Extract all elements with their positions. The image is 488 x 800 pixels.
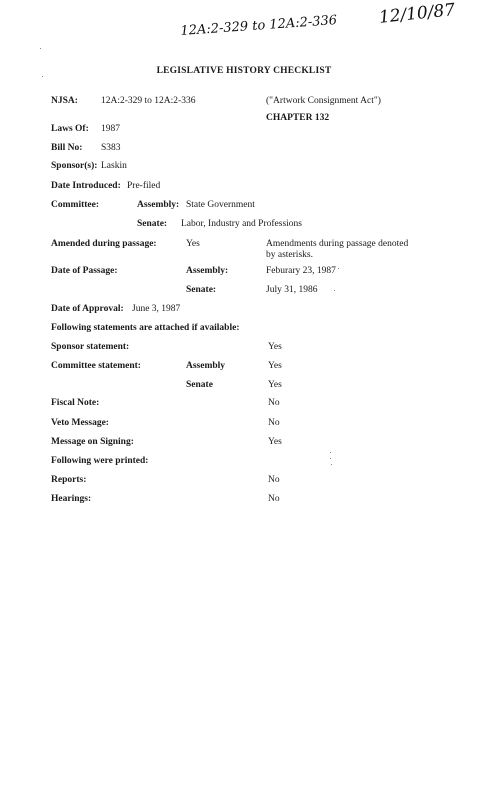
handwritten-date: 12/10/87 (378, 0, 457, 28)
sponsor-statement-label: Sponsor statement: (51, 342, 130, 352)
date-introduced-label: Date Introduced: (51, 181, 121, 191)
reports-value: No (268, 475, 280, 485)
passage-assembly-value: Feburary 23, 1987 (266, 266, 336, 276)
sponsor-statement-value: Yes (268, 342, 282, 352)
date-of-approval-label: Date of Approval: (51, 304, 124, 314)
amended-note-line2: by asterisks. (266, 250, 313, 260)
scan-speck (338, 268, 339, 269)
fiscal-note-value: No (268, 398, 280, 408)
chapter: CHAPTER 132 (266, 113, 330, 123)
scan-speck (330, 452, 331, 453)
scan-speck (42, 76, 43, 77)
committee-statement-assembly-value: Yes (268, 361, 282, 371)
page-title: LEGISLATIVE HISTORY CHECKLIST (156, 66, 332, 76)
scan-speck (40, 48, 41, 49)
sponsors-value: Laskin (101, 161, 127, 171)
printed-heading: Following were printed: (51, 456, 149, 466)
date-introduced-value: Pre-filed (127, 181, 161, 191)
committee-senate-value: Labor, Industry and Professions (181, 219, 302, 229)
committee-assembly-label: Assembly: (137, 200, 180, 210)
hearings-label: Hearings: (51, 494, 92, 504)
njsa-label: NJSA: (51, 96, 78, 106)
scan-speck (330, 458, 331, 459)
scan-speck (331, 464, 332, 465)
date-of-approval-value: June 3, 1987 (132, 304, 181, 314)
attached-statements-heading: Following statements are attached if available: (51, 323, 240, 333)
fiscal-note-label: Fiscal Note: (51, 398, 100, 408)
committee-statement-senate-value: Yes (268, 380, 282, 390)
njsa-value: 12A:2-329 to 12A:2-336 (101, 96, 196, 106)
amended-label: Amended during passage: (51, 239, 157, 249)
date-of-passage-label: Date of Passage: (51, 266, 118, 276)
sponsors-label: Sponsor(s): (51, 161, 98, 171)
reports-label: Reports: (51, 475, 87, 485)
amended-value: Yes (186, 239, 200, 249)
act-name: ("Artwork Consignment Act") (266, 96, 381, 106)
passage-senate-label: Senate: (186, 285, 217, 295)
message-on-signing-label: Message on Signing: (51, 437, 134, 447)
passage-assembly-label: Assembly: (186, 266, 229, 276)
message-on-signing-value: Yes (268, 437, 282, 447)
committee-statement-assembly-label: Assembly (186, 361, 226, 371)
laws-of-label: Laws Of: (51, 124, 89, 134)
bill-no-value: S383 (101, 143, 121, 153)
committee-statement-label: Committee statement: (51, 361, 141, 371)
veto-message-value: No (268, 418, 280, 428)
committee-label: Committee: (51, 200, 100, 210)
committee-statement-senate-label: Senate (186, 380, 213, 390)
hearings-value: No (268, 494, 280, 504)
amended-note-line1: Amendments during passage denoted (266, 239, 409, 249)
passage-senate-value: July 31, 1986 (266, 285, 318, 295)
scan-speck (334, 290, 335, 291)
committee-assembly-value: State Government (186, 200, 255, 210)
laws-of-value: 1987 (101, 124, 120, 134)
bill-no-label: Bill No: (51, 143, 83, 153)
veto-message-label: Veto Message: (51, 418, 109, 428)
committee-senate-label: Senate: (137, 219, 168, 229)
handwritten-section-range: 12A:2-329 to 12A:2-336 (180, 13, 338, 39)
